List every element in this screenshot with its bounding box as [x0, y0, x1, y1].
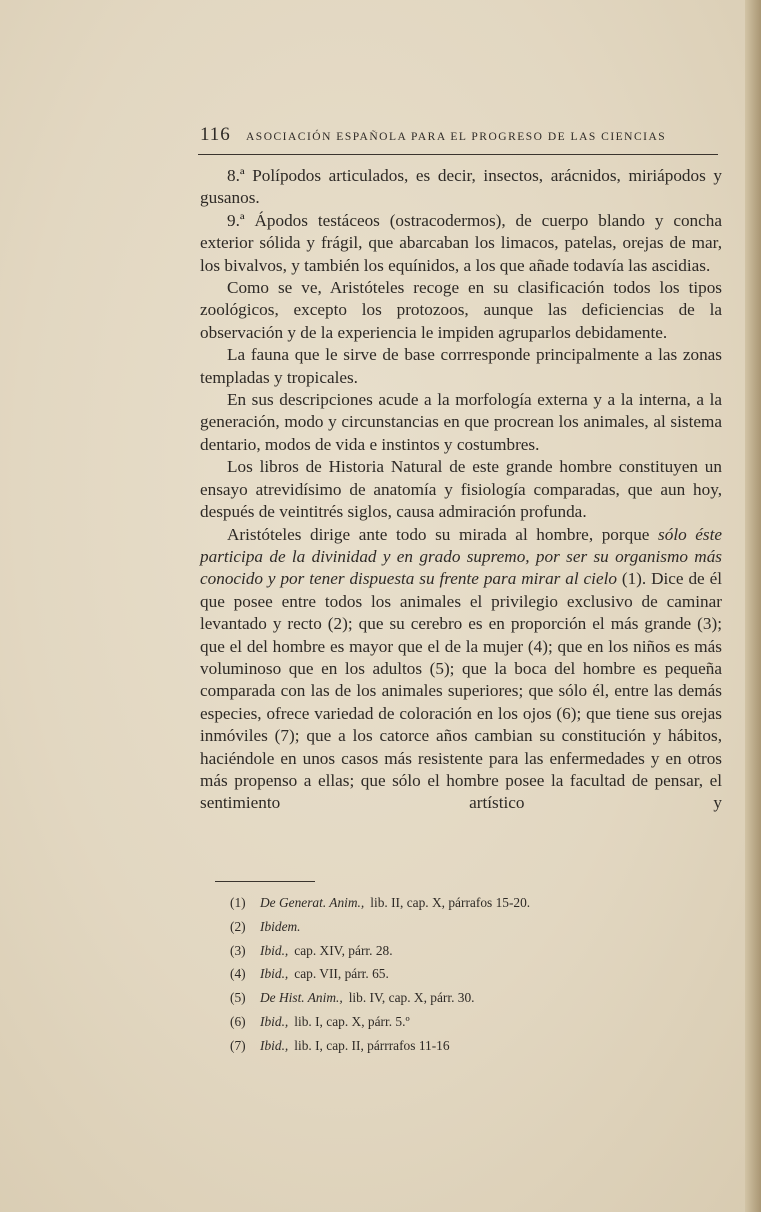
footnote	[230, 939, 670, 963]
paragraph-1: 8.ª Polípodos articulados, es decir, insectos, arácnidos, miriápodos y gusanos.	[200, 166, 722, 208]
footnote-number: (5)	[230, 990, 246, 1006]
footnote	[230, 1034, 670, 1058]
footnote-number: (7)	[230, 1037, 246, 1053]
footnote-source: De Hist. Anim.,	[260, 990, 343, 1006]
paragraph-3: Como se ve, Aristóteles recoge en su clasificación todos los tipos zoológicos, excepto los protozoos, aunque las deficiencias de la observación y de la experiencia le impiden agruparlos debidamente.	[200, 278, 722, 342]
page-number: 116	[200, 124, 231, 145]
footnote-source: Ibid.,	[260, 1037, 289, 1053]
paragraph-4: La fauna que le sirve de base corrresponde principalmente a las zonas templadas y tropicales.	[200, 345, 722, 387]
footnote-number: (4)	[230, 966, 246, 982]
footnote-source: Ibid.,	[260, 966, 289, 982]
running-header	[200, 124, 720, 150]
footnote	[230, 1010, 670, 1034]
paragraph-7-end: (1). Dice de él que posee entre todos los animales el privilegio exclusivo de caminar levantado y recto (2); que su cerebro es en proporción el más grande (3); que el del hombre es mayor que el de la mujer (4); que en los niños es más voluminoso que en los adultos (5); que la boca del hombre es pequeña comparada con las de los animales superiores; que sólo él, entre las demás especies, ofrece variedad de coloración en los ojos (6); que tiene sus orejas inmóviles (7); que a los catorce años cambian su constitución y hábitos, haciéndole en unos casos más resistente para las enfermedades y en otros más propenso a ellas; que sólo el hombre posee la facultad de pensar, el sentimiento artístico y	[200, 569, 722, 813]
footnote-text: lib. I, cap. X, párr. 5.º	[294, 1013, 410, 1029]
footnote-source: Ibidem.	[260, 918, 301, 934]
footnote-source: Ibid.,	[260, 1013, 289, 1029]
footnote-text: cap. XIV, párr. 28.	[294, 942, 393, 958]
running-title: ASOCIACIÓN ESPAÑOLA PARA EL PROGRESO DE LAS CIENCIAS	[246, 131, 667, 143]
footnote	[230, 891, 670, 915]
footnote-text: lib. II, cap. X, párrafos 15-20.	[370, 895, 531, 910]
paragraph-7	[200, 524, 722, 815]
footnote-rule	[215, 881, 315, 882]
footnote-number: (1)	[230, 895, 246, 910]
paragraph-6: Los libros de Historia Natural de este grande hombre constituyen un ensayo atrevidísimo de anatomía y fisiología comparadas, que aun hoy, después de veintitrés siglos, causa admiración profunda.	[200, 457, 722, 522]
footnote-source: Ibid.,	[260, 942, 289, 958]
footnote-number: (2)	[230, 918, 246, 934]
paragraph-5: En sus descripciones acude a la morfología externa y a la interna, a la generación, modo y circunstancias en que procrean los animales, al sistema dentario, modos de vida e instintos y costumbres.	[200, 390, 722, 454]
footnote-text: cap. VII, párr. 65.	[294, 966, 389, 982]
page-edge	[745, 0, 761, 1212]
footnote-number: (3)	[230, 942, 246, 958]
footnotes	[230, 891, 670, 1058]
paragraph-2: 9.ª Ápodos testáceos (ostracodermos), de cuerpo blando y concha exterior sólida y frágil, que abarcaban los limacos, patelas, orejas de mar, los bivalvos, y también los equínidos, a los que añade todavía las ascidias.	[200, 210, 722, 275]
paragraph-7-start: Aristóteles dirige ante todo su mirada al hombre, porque	[227, 524, 659, 544]
footnote	[230, 986, 670, 1010]
footnote-number: (6)	[230, 1013, 246, 1029]
main-text	[200, 165, 722, 815]
footnote-text: lib. IV, cap. X, párr. 30.	[348, 990, 475, 1006]
footnote-text: lib. I, cap. II, párrrafos 11-16	[294, 1037, 450, 1053]
footnote-source: De Generat. Anim.,	[260, 895, 365, 910]
paragraph-7-italic-quote: sólo éste participa de la divinidad y en grado supremo, por ser su organismo más conocido y por tener dispuesta su frente para mirar al cielo	[200, 524, 722, 589]
header-rule	[198, 154, 718, 155]
footnote	[230, 915, 670, 939]
footnote	[230, 962, 670, 986]
